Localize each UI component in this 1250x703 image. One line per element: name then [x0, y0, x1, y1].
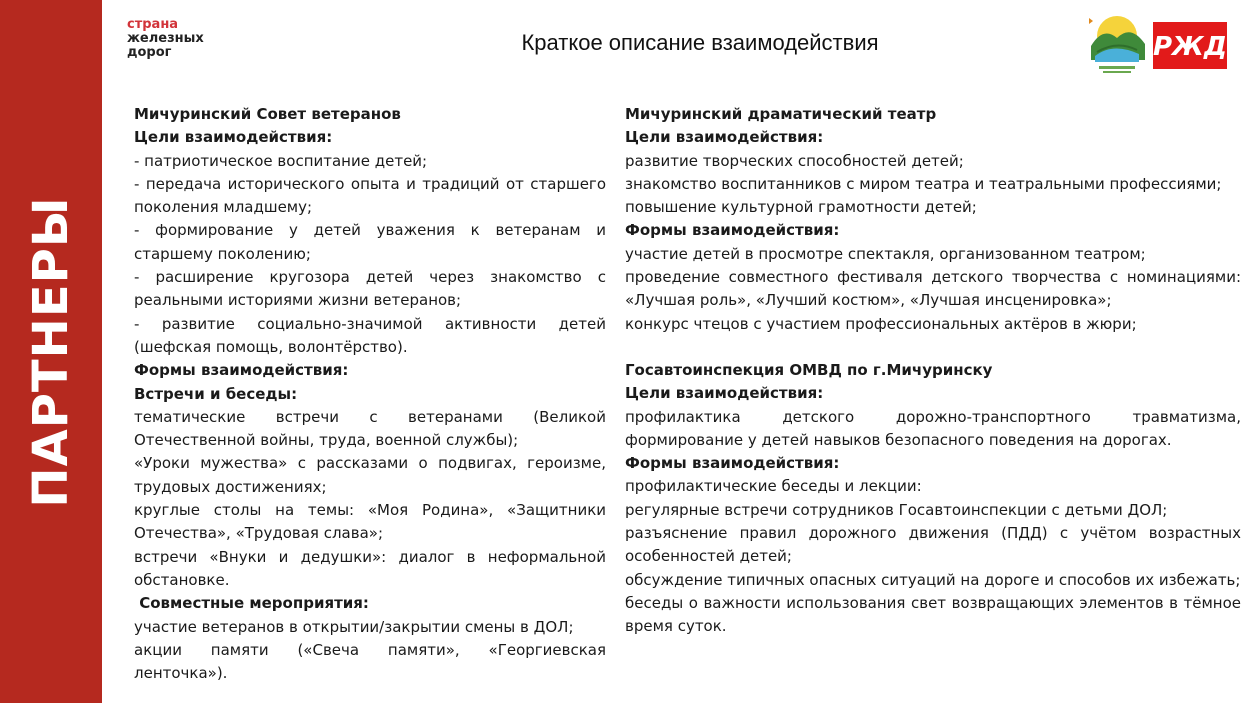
list-item: регулярные встречи сотрудников Госавтоинспекции с детьми ДОЛ; [625, 500, 1168, 519]
page-title: Краткое описание взаимодействия [521, 30, 879, 55]
list-item: беседы о важности использования свет возвращающих элементов в тёмное время суток. [625, 593, 1241, 636]
list-item: участие ветеранов в открытии/закрытии смены в ДОЛ; [134, 617, 574, 636]
list-item: «Уроки мужества» с рассказами о подвигах, героизме, трудовых достижениях; [134, 454, 606, 496]
goals-heading: Цели взаимодействия: [625, 384, 824, 403]
subheading: Совместные мероприятия: [134, 594, 369, 613]
list-item: участие детей в просмотре спектакля, организованном театром; [625, 244, 1146, 263]
brand-line-1: страна [127, 17, 179, 32]
right-column [625, 103, 1241, 639]
brand-line-3: дорог [127, 45, 172, 60]
list-item: круглые столы на темы: «Моя Родина», «Защитники Отечества», «Трудовая слава»; [134, 501, 606, 543]
forms-heading: Формы взаимодействия: [625, 454, 840, 473]
list-item: акции памяти («Свеча памяти», «Георгиевская ленточка»). [134, 640, 606, 683]
list-item: - расширение кругозора детей через знакомство с реальными историями жизни ветеранов; [134, 268, 606, 310]
list-item: - патриотическое воспитание детей; [134, 151, 428, 170]
list-item: профилактические беседы и лекции: [625, 477, 922, 496]
list-item: обсуждение типичных опасных ситуаций на дороге и способов их избежать; [625, 570, 1241, 589]
goals-heading: Цели взаимодействия: [625, 128, 824, 147]
org-title: Госавтоинспекция ОМВД по г.Мичуринску [625, 360, 993, 379]
list-item: повышение культурной грамотности детей; [625, 198, 977, 217]
forms-heading: Формы взаимодействия: [134, 361, 349, 380]
section-spacer [625, 336, 1241, 359]
list-item: развитие творческих способностей детей; [625, 151, 964, 170]
goals-heading: Цели взаимодействия: [134, 128, 333, 147]
sidebar-band [0, 0, 102, 703]
list-item: - развитие социально-значимой активности детей (шефская помощь, волонтёрство). [134, 314, 606, 356]
list-item: проведение совместного фестиваля детского творчества с номинациями: «Лучшая роль», «Лучший костюм», «Лучшая инсценировка»; [625, 268, 1241, 310]
list-item: профилактика детского дорожно-транспортного травматизма, формирование у детей навыков безопасного поведения на дорогах. [625, 407, 1241, 449]
sidebar-title: ПАРТНЕРЫ [23, 196, 79, 508]
org-title: Мичуринский Совет ветеранов [134, 105, 401, 123]
org-title: Мичуринский драматический театр [625, 105, 937, 123]
list-item: - передача исторического опыта и традиций от старшего поколения младшему; [134, 174, 606, 217]
svg-text:РЖД: РЖД [1153, 32, 1227, 62]
subheading: Встречи и беседы: [134, 384, 298, 403]
forms-heading: Формы взаимодействия: [625, 221, 840, 240]
list-item: конкурс чтецов с участием профессиональных актёров в жюри; [625, 314, 1137, 333]
camp-logo-icon [1083, 12, 1151, 78]
list-item: - формирование у детей уважения к ветеранам и старшему поколению; [134, 221, 606, 263]
brand-line-2: железных [127, 31, 204, 46]
rzd-logo-icon [1153, 22, 1227, 69]
list-item: встречи «Внуки и дедушки»: диалог в неформальной обстановке. [134, 547, 606, 589]
list-item: тематические встречи с ветеранами (Великой Отечественной войны, труда, военной службы); [134, 407, 606, 450]
left-column [134, 103, 606, 685]
list-item: знакомство воспитанников с миром театра и театральными профессиями; [625, 174, 1222, 193]
list-item: разъяснение правил дорожного движения (ПДД) с учётом возрастных особенностей детей; [625, 524, 1241, 566]
